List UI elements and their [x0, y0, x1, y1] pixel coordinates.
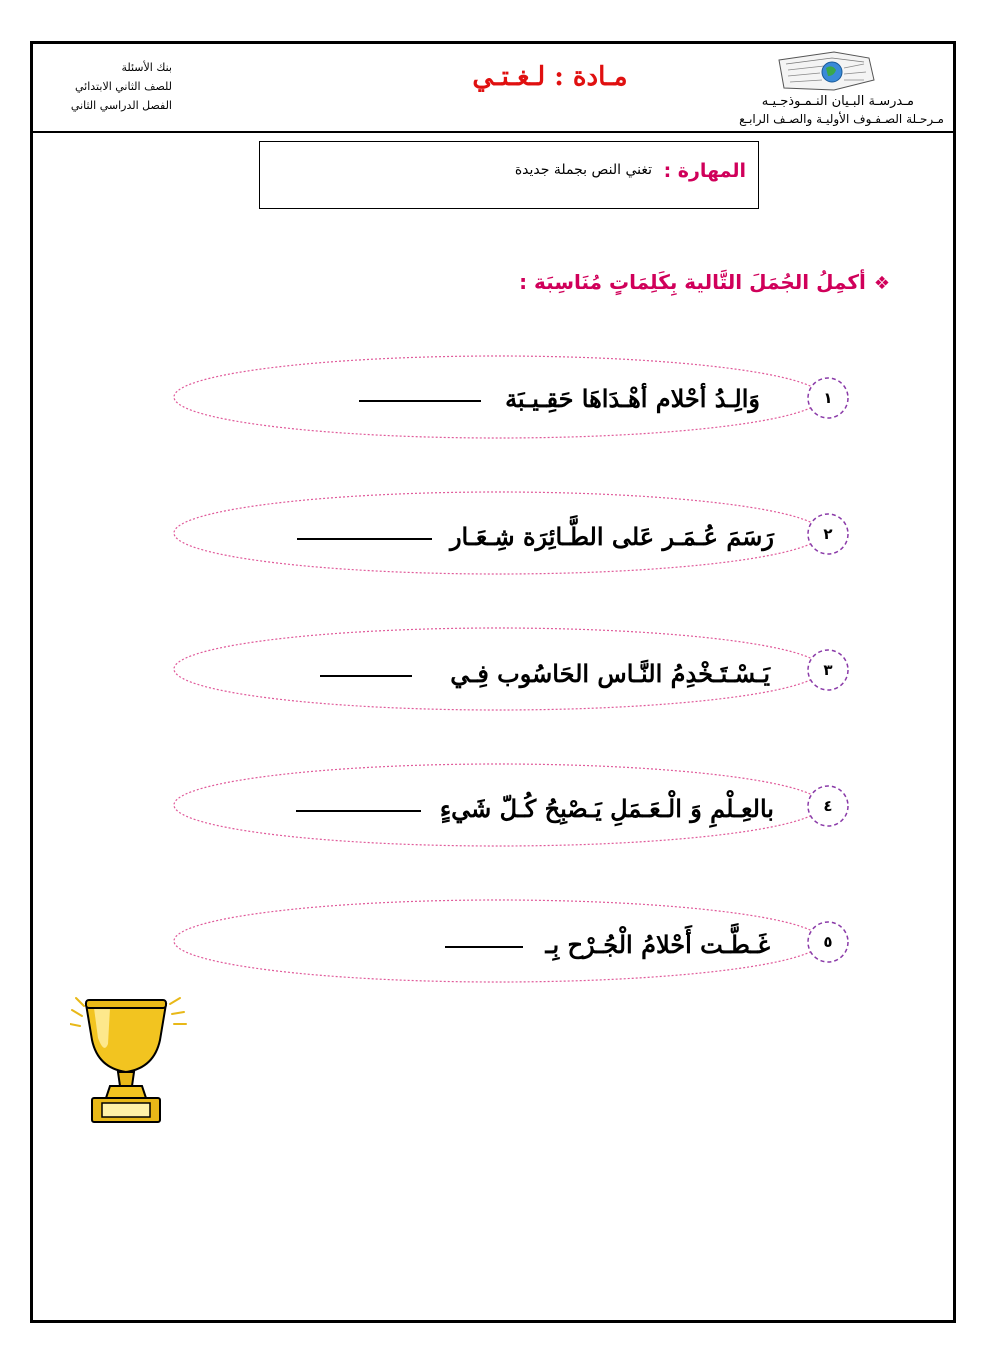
- bank-title: بنك الأسئلة: [121, 61, 172, 74]
- trophy-icon: [70, 990, 190, 1130]
- bank-grade: للصف الثاني الابتدائي: [75, 80, 172, 93]
- sentence-number: ٣: [823, 661, 833, 679]
- sentence-1: [359, 384, 760, 413]
- sentence-4: [296, 794, 774, 823]
- answer-blank[interactable]: [359, 400, 481, 402]
- school-stage: مـرحـلة الصـفـوف الأوليـة والصـف الرابـع: [739, 112, 944, 126]
- sentence-text: يَـسْـتَـخْدِمُ النَّـاس الحَاسُوب فِـي: [450, 659, 770, 688]
- answer-blank[interactable]: [320, 675, 412, 677]
- instruction-text: أكمِلُ الجُمَلَ التَّالية بِكَلِمَاتٍ مُنَاسِبَة :: [519, 270, 866, 294]
- sentence-3: [320, 659, 770, 688]
- sentence-number: ٢: [823, 525, 833, 543]
- skill-label: المهارة :: [663, 160, 746, 182]
- answer-blank[interactable]: [445, 946, 523, 948]
- answer-blank[interactable]: [297, 538, 432, 540]
- answer-blank[interactable]: [296, 810, 421, 812]
- sentence-text: رَسَمَ عُـمَـر عَلى الطَّـائِرَة شِـعَـار: [449, 522, 774, 551]
- sentence-number: ١: [823, 389, 833, 407]
- diamond-bullet-icon: ❖: [873, 273, 890, 294]
- bank-semester: الفصل الدراسي الثاني: [70, 99, 172, 112]
- sentence-5: [445, 930, 770, 959]
- sentence-text: بالعِـلْمِ وَ الْـعَـمَلِ يَـصْبِحُ كُـلّ شَيءٍ: [439, 794, 774, 823]
- subject-title: مـادة : لـغـتـي: [472, 62, 628, 92]
- sentence-number: ٥: [823, 933, 833, 951]
- sentence-text: وَالِـدُ أحْلام أهْـدَاهَا حَقِـيـبَة: [505, 384, 760, 413]
- skill-text: تغني النص بجملة جديدة: [514, 162, 652, 178]
- sentence-2: [297, 522, 774, 551]
- school-name: مـدرسـة البـيان النـمـوذجـيـه: [761, 94, 914, 109]
- sentence-text: غَـطَّـت أَحْلامُ الْجُـرْح بِـ: [545, 930, 770, 959]
- sentence-number: ٤: [823, 797, 833, 815]
